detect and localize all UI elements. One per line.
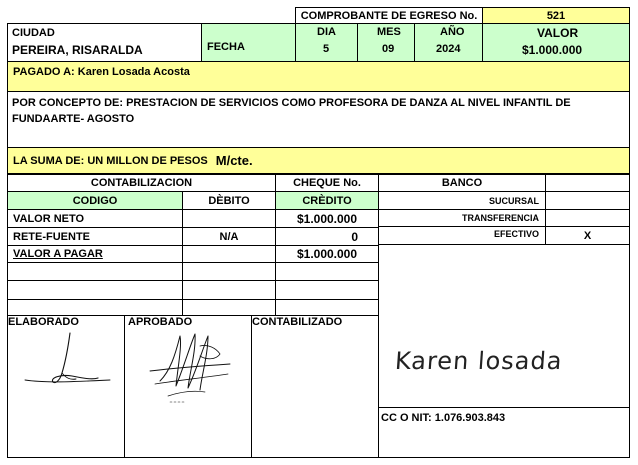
sum-suffix: M/cte. — [215, 153, 253, 168]
empty-cell — [275, 262, 379, 281]
year-label: AÑO — [440, 26, 465, 38]
table-row-debit: N/A — [182, 227, 276, 246]
day-label: DIA — [317, 26, 336, 38]
empty-cell — [7, 299, 183, 316]
value-amount: $1.000.000 — [522, 43, 583, 57]
date-label: FECHA — [201, 23, 296, 62]
code-column-header: CODIGO — [7, 191, 183, 210]
id-number: CC O NIT: 1.076.903.843 — [378, 407, 630, 458]
month-value: 09 — [382, 43, 395, 55]
cheque-label: CHEQUE No. — [275, 174, 379, 192]
bank-label: BANCO — [378, 174, 546, 192]
accounted-label: CONTABILIZADO — [252, 316, 343, 328]
value-label: VALOR — [537, 26, 579, 40]
accounted-box — [251, 315, 379, 458]
year-value: 2024 — [436, 43, 461, 55]
voucher-title: COMPROBANTE DE EGRESO No. — [295, 7, 483, 24]
table-row-code: RETE-FUENTE — [7, 227, 183, 246]
to-pay-label: VALOR A PAGAR — [13, 248, 103, 260]
approved-signature — [140, 326, 240, 406]
table-row-debit — [182, 245, 276, 263]
receiver-signature-box — [378, 244, 630, 408]
empty-cell — [275, 299, 379, 316]
cash-label: EFECTIVO — [378, 226, 546, 245]
table-row-code: VALOR NETO — [7, 209, 183, 228]
credit-column-header: CRÈDITO — [275, 191, 379, 210]
table-row-code — [7, 245, 183, 263]
voucher-number: 521 — [482, 7, 630, 24]
empty-cell — [182, 299, 276, 316]
table-row-credit: $1.000.000 — [275, 245, 379, 263]
concept-line-2: FUNDAARTE- AGOSTO — [12, 113, 135, 125]
branch-value — [545, 191, 630, 210]
concept-line-1: POR CONCEPTO DE: PRESTACION DE SERVICIOS COMO PROFESORA DE DANZA AL NIVEL INFANTIL DE — [12, 97, 571, 109]
branch-label: SUCURSAL — [378, 191, 546, 210]
prepared-label: ELABORADO — [8, 316, 79, 328]
table-row-credit: 0 — [275, 227, 379, 246]
sum-text: LA SUMA DE: UN MILLON DE PESOS — [13, 154, 208, 167]
bank-value — [545, 174, 630, 192]
table-row-credit: $1.000.000 — [275, 209, 379, 228]
paid-to: PAGADO A: Karen Losada Acosta — [7, 61, 630, 92]
prepared-signature — [20, 328, 115, 398]
city-value: PEREIRA, RISARALDA — [12, 43, 143, 57]
sum-cell — [7, 147, 630, 174]
city-label: CIUDAD — [12, 27, 55, 39]
cash-mark: X — [545, 226, 630, 245]
empty-cell — [182, 280, 276, 300]
accounting-label: CONTABILIZACION — [7, 174, 276, 192]
receiver-handwritten-name: Karen losada — [394, 347, 564, 375]
table-row-debit — [182, 209, 276, 228]
transfer-value — [545, 209, 630, 227]
empty-cell — [7, 280, 183, 300]
empty-cell — [275, 280, 379, 300]
debit-column-header: DÈBITO — [182, 191, 276, 210]
empty-cell — [182, 262, 276, 281]
empty-cell — [7, 262, 183, 281]
transfer-label: TRANSFERENCIA — [378, 209, 546, 227]
approved-label: APROBADO — [128, 316, 193, 328]
month-label: MES — [377, 26, 401, 38]
day-value: 5 — [323, 43, 330, 55]
